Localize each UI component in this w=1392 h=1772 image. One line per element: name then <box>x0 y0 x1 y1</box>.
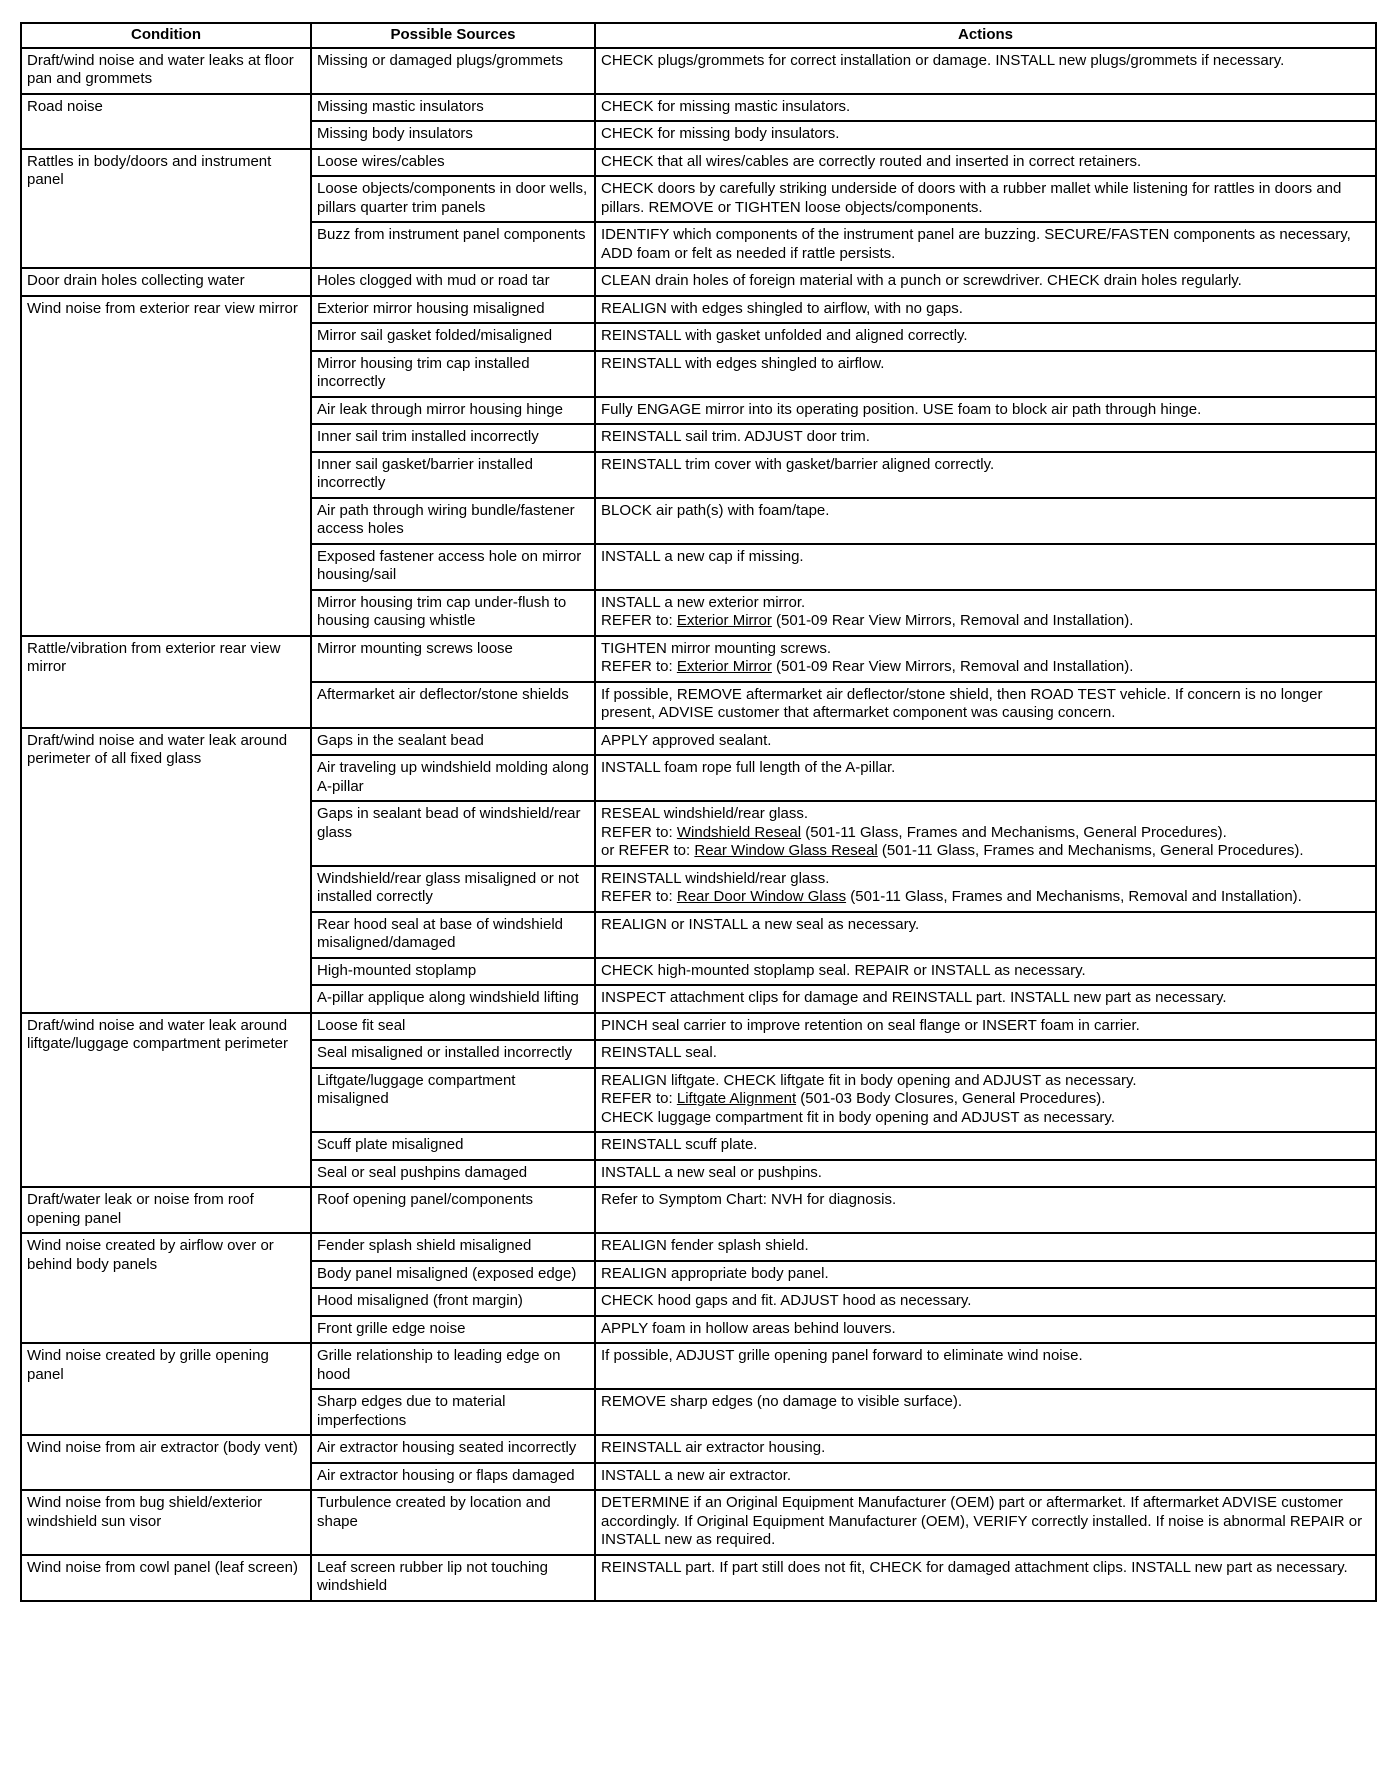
action-main: INSPECT attachment clips for damage and REINSTALL part. INSTALL new part as necessary. <box>601 989 1227 1006</box>
table-row <box>21 1555 1376 1601</box>
action-text <box>601 300 1370 319</box>
action-cell <box>595 1288 1376 1316</box>
table-row <box>21 1435 1376 1463</box>
action-text <box>601 640 1370 659</box>
condition-cell: Draft/wind noise and water leak around perimeter of all fixed glass <box>21 728 311 1013</box>
condition-cell: Wind noise from air extractor (body vent) <box>21 1435 311 1490</box>
source-cell: High-mounted stoplamp <box>311 958 595 986</box>
action-main: REALIGN or INSTALL a new seal as necessary. <box>601 915 920 933</box>
action-cell <box>595 544 1376 590</box>
action-text <box>601 355 1370 374</box>
reference-link[interactable]: Windshield Reseal <box>676 823 802 841</box>
action-cell <box>595 48 1376 94</box>
action-text <box>601 686 1370 723</box>
source-cell: Gaps in the sealant bead <box>311 728 595 756</box>
action-text <box>601 502 1370 521</box>
table-row <box>21 296 1376 324</box>
action-cell <box>595 94 1376 122</box>
reference-prefix: REFER to: <box>601 888 677 905</box>
action-text <box>601 1072 1370 1091</box>
reference-prefix: REFER to: <box>601 823 677 841</box>
action-main: CHECK hood gaps and fit. ADJUST hood as necessary. <box>601 1292 972 1309</box>
action-cell <box>595 912 1376 958</box>
source-cell: Roof opening panel/components <box>311 1187 595 1233</box>
source-cell: Missing or damaged plugs/grommets <box>311 48 595 94</box>
source-cell: Body panel misaligned (exposed edge) <box>311 1261 595 1289</box>
action-main: REINSTALL air extractor housing. <box>601 1439 826 1456</box>
action-main: REINSTALL sail trim. ADJUST door trim. <box>601 428 870 445</box>
condition-cell: Wind noise from exterior rear view mirror <box>21 296 311 636</box>
action-cell <box>595 958 1376 986</box>
action-text <box>601 272 1370 291</box>
action-cell <box>595 682 1376 728</box>
source-cell: Air path through wiring bundle/fastener access holes <box>311 498 595 544</box>
reference-link[interactable]: Rear Door Window Glass <box>676 888 847 905</box>
action-cell <box>595 149 1376 177</box>
source-cell: Rear hood seal at base of windshield misaligned/damaged <box>311 912 595 958</box>
action-text <box>601 962 1370 981</box>
action-main: BLOCK air path(s) with foam/tape. <box>601 501 830 519</box>
table-row <box>21 48 1376 94</box>
table-row <box>21 1187 1376 1233</box>
action-text <box>601 1136 1370 1155</box>
action-cell <box>595 397 1376 425</box>
action-text <box>601 1265 1370 1284</box>
action-cell <box>595 1068 1376 1133</box>
action-text <box>601 1393 1370 1412</box>
source-cell: Mirror housing trim cap installed incorrectly <box>311 351 595 397</box>
condition-cell: Wind noise from cowl panel (leaf screen) <box>21 1555 311 1601</box>
action-main: CHECK plugs/grommets for correct installation or damage. INSTALL new plugs/grommets if necessary. <box>601 51 1285 69</box>
reference-prefix: REFER to: <box>601 658 677 675</box>
action-text <box>601 1467 1370 1486</box>
reference-suffix: (501-03 Body Closures, General Procedures). <box>796 1090 1106 1107</box>
action-main: If possible, REMOVE aftermarket air deflector/stone shield, then ROAD TEST vehicle. If concern is no longer present, ADVISE customer that aftermarket component was causing concern. <box>601 685 1323 721</box>
source-cell: Loose objects/components in door wells, pillars quarter trim panels <box>311 176 595 222</box>
action-cell <box>595 1040 1376 1068</box>
source-cell: A-pillar applique along windshield lifting <box>311 985 595 1013</box>
action-followup: CHECK luggage compartment fit in body opening and ADJUST as necessary. <box>601 1108 1115 1126</box>
table-row <box>21 728 1376 756</box>
source-cell: Front grille edge noise <box>311 1316 595 1344</box>
action-cell <box>595 1435 1376 1463</box>
table-row <box>21 1013 1376 1041</box>
source-cell: Mirror sail gasket folded/misaligned <box>311 323 595 351</box>
action-text <box>601 1347 1370 1366</box>
reference-link[interactable]: Exterior Mirror <box>676 658 772 675</box>
action-cell <box>595 590 1376 636</box>
action-main: Fully ENGAGE mirror into its operating position. USE foam to block air path through hinge. <box>601 400 1202 418</box>
action-main: INSTALL a new seal or pushpins. <box>601 1163 822 1181</box>
action-cell <box>595 323 1376 351</box>
action-main: REINSTALL part. If part still does not fit, CHECK for damaged attachment clips. INSTALL new part as necessary. <box>601 1558 1348 1576</box>
action-text <box>601 226 1370 263</box>
action-main: CHECK high-mounted stoplamp seal. REPAIR or INSTALL as necessary. <box>601 961 1086 979</box>
reference-line <box>601 824 1370 843</box>
action-main: INSTALL a new cap if missing. <box>601 547 804 565</box>
reference-line <box>601 888 1370 907</box>
action-cell <box>595 728 1376 756</box>
action-text <box>601 125 1370 144</box>
action-cell <box>595 755 1376 801</box>
action-cell <box>595 1463 1376 1491</box>
action-main: REINSTALL with edges shingled to airflow. <box>601 354 885 372</box>
source-cell: Seal or seal pushpins damaged <box>311 1160 595 1188</box>
source-cell: Holes clogged with mud or road tar <box>311 268 595 296</box>
source-cell: Air traveling up windshield molding along A-pillar <box>311 755 595 801</box>
action-cell <box>595 1187 1376 1233</box>
action-text <box>601 1044 1370 1063</box>
table-row <box>21 1490 1376 1555</box>
reference-line <box>601 842 1370 861</box>
action-cell <box>595 1555 1376 1601</box>
table-row <box>21 149 1376 177</box>
action-main: PINCH seal carrier to improve retention on seal flange or INSERT foam in carrier. <box>601 1016 1140 1034</box>
action-main: REALIGN fender splash shield. <box>601 1237 809 1254</box>
action-text <box>601 401 1370 420</box>
reference-link[interactable]: Exterior Mirror <box>676 612 772 629</box>
action-cell <box>595 222 1376 268</box>
action-text <box>601 52 1370 71</box>
source-cell: Exposed fastener access hole on mirror housing/sail <box>311 544 595 590</box>
action-cell <box>595 176 1376 222</box>
diagnosis-table <box>20 22 1377 1602</box>
source-cell: Scuff plate misaligned <box>311 1132 595 1160</box>
action-main: INSTALL a new exterior mirror. <box>601 593 806 611</box>
action-cell <box>595 801 1376 866</box>
table-row <box>21 268 1376 296</box>
condition-cell: Draft/water leak or noise from roof opening panel <box>21 1187 311 1233</box>
action-cell <box>595 268 1376 296</box>
action-cell <box>595 1343 1376 1389</box>
source-cell: Loose wires/cables <box>311 149 595 177</box>
action-text <box>601 732 1370 751</box>
table-body <box>21 48 1376 1601</box>
reference-prefix: REFER to: <box>601 1090 677 1107</box>
condition-cell: Rattle/vibration from exterior rear view mirror <box>21 636 311 728</box>
action-main: REMOVE sharp edges (no damage to visible surface). <box>601 1393 963 1410</box>
action-main: CHECK for missing mastic insulators. <box>601 97 851 115</box>
action-main: REALIGN liftgate. CHECK liftgate fit in body opening and ADJUST as necessary. <box>601 1071 1137 1089</box>
action-main: REINSTALL scuff plate. <box>601 1136 758 1153</box>
source-cell: Loose fit seal <box>311 1013 595 1041</box>
source-cell: Gaps in sealant bead of windshield/rear glass <box>311 801 595 866</box>
action-cell <box>595 1013 1376 1041</box>
action-main: REALIGN with edges shingled to airflow, with no gaps. <box>601 299 963 317</box>
reference-link[interactable]: Liftgate Alignment <box>676 1090 797 1107</box>
condition-cell: Door drain holes collecting water <box>21 268 311 296</box>
action-text <box>601 548 1370 567</box>
reference-prefix: REFER to: <box>601 612 677 629</box>
condition-cell: Wind noise from bug shield/exterior windshield sun visor <box>21 1490 311 1555</box>
source-cell: Air leak through mirror housing hinge <box>311 397 595 425</box>
action-main: Refer to Symptom Chart: NVH for diagnosis. <box>601 1191 897 1208</box>
source-cell: Mirror mounting screws loose <box>311 636 595 682</box>
source-cell: Missing mastic insulators <box>311 94 595 122</box>
action-main: CLEAN drain holes of foreign material with a punch or screwdriver. CHECK drain holes regularly. <box>601 272 1242 289</box>
action-cell <box>595 351 1376 397</box>
table-row <box>21 94 1376 122</box>
action-main: If possible, ADJUST grille opening panel forward to eliminate wind noise. <box>601 1347 1083 1364</box>
action-cell <box>595 866 1376 912</box>
source-cell: Inner sail gasket/barrier installed incorrectly <box>311 452 595 498</box>
action-text <box>601 98 1370 117</box>
action-cell <box>595 1132 1376 1160</box>
action-text <box>601 428 1370 447</box>
action-cell <box>595 424 1376 452</box>
action-main: REINSTALL with gasket unfolded and aligned correctly. <box>601 327 968 344</box>
action-main: CHECK for missing body insulators. <box>601 125 840 142</box>
action-text <box>601 327 1370 346</box>
condition-cell: Road noise <box>21 94 311 149</box>
action-main: IDENTIFY which components of the instrument panel are buzzing. SECURE/FASTEN components as necessary, ADD foam or felt as needed if rattle persists. <box>601 226 1351 262</box>
action-text <box>601 759 1370 778</box>
action-main: CHECK that all wires/cables are correctly routed and inserted in correct retainers. <box>601 152 1142 170</box>
action-text <box>601 870 1370 889</box>
action-main: REINSTALL seal. <box>601 1044 717 1061</box>
action-main: INSTALL a new air extractor. <box>601 1466 792 1484</box>
action-text <box>601 1494 1370 1550</box>
reference-prefix: or REFER to: <box>601 842 695 859</box>
reference-suffix: (501-11 Glass, Frames and Mechanisms, General Procedures). <box>877 842 1304 859</box>
action-main: APPLY foam in hollow areas behind louvers. <box>601 1319 896 1337</box>
action-main: DETERMINE if an Original Equipment Manufacturer (OEM) part or aftermarket. If aftermarket ADVISE customer accordingly. If Original Equipment Manufacturer (OEM), VERIFY correctly installed. If noise is abnormal REPAIR or INSTALL new as required. <box>601 1494 1363 1548</box>
action-main: CHECK doors by carefully striking underside of doors with a rubber mallet while listening for rattles in doors and pillars. REMOVE or TIGHTEN loose objects/components. <box>601 180 1342 216</box>
action-cell <box>595 1389 1376 1435</box>
action-cell <box>595 985 1376 1013</box>
action-cell <box>595 1490 1376 1555</box>
action-cell <box>595 498 1376 544</box>
header-row <box>21 23 1376 48</box>
action-cell <box>595 1233 1376 1261</box>
source-cell: Windshield/rear glass misaligned or not installed correctly <box>311 866 595 912</box>
action-cell <box>595 296 1376 324</box>
condition-cell: Draft/wind noise and water leaks at floor pan and grommets <box>21 48 311 94</box>
table-row <box>21 636 1376 682</box>
action-text <box>601 1292 1370 1311</box>
source-cell: Air extractor housing seated incorrectly <box>311 1435 595 1463</box>
reference-line <box>601 658 1370 677</box>
source-cell: Seal misaligned or installed incorrectly <box>311 1040 595 1068</box>
action-text <box>601 1237 1370 1256</box>
action-cell <box>595 452 1376 498</box>
action-text <box>601 1320 1370 1339</box>
action-cell <box>595 121 1376 149</box>
source-cell: Grille relationship to leading edge on hood <box>311 1343 595 1389</box>
source-cell: Hood misaligned (front margin) <box>311 1288 595 1316</box>
source-cell: Mirror housing trim cap under-flush to housing causing whistle <box>311 590 595 636</box>
table-row <box>21 1343 1376 1389</box>
action-main: REINSTALL windshield/rear glass. <box>601 869 830 887</box>
action-cell <box>595 1261 1376 1289</box>
reference-suffix: (501-09 Rear View Mirrors, Removal and Installation). <box>771 612 1134 629</box>
source-cell: Turbulence created by location and shape <box>311 1490 595 1555</box>
action-text <box>601 1164 1370 1183</box>
action-main: REALIGN appropriate body panel. <box>601 1264 829 1282</box>
action-text <box>601 153 1370 172</box>
action-text <box>601 1017 1370 1036</box>
condition-cell: Wind noise created by airflow over or behind body panels <box>21 1233 311 1343</box>
action-cell <box>595 636 1376 682</box>
reference-line <box>601 1090 1370 1109</box>
source-cell: Fender splash shield misaligned <box>311 1233 595 1261</box>
action-main: INSTALL foam rope full length of the A-pillar. <box>601 759 896 776</box>
action-text <box>601 989 1370 1008</box>
action-text <box>601 1191 1370 1210</box>
action-cell <box>595 1160 1376 1188</box>
action-main: TIGHTEN mirror mounting screws. <box>601 639 832 657</box>
source-cell: Liftgate/luggage compartment misaligned <box>311 1068 595 1133</box>
action-text <box>601 456 1370 475</box>
header-condition: Condition <box>21 23 311 48</box>
source-cell: Missing body insulators <box>311 121 595 149</box>
header-actions: Actions <box>595 23 1376 48</box>
reference-suffix: (501-11 Glass, Frames and Mechanisms, Removal and Installation). <box>846 888 1302 905</box>
source-cell: Exterior mirror housing misaligned <box>311 296 595 324</box>
header-sources: Possible Sources <box>311 23 595 48</box>
action-main: REINSTALL trim cover with gasket/barrier aligned correctly. <box>601 455 995 473</box>
table-row <box>21 1233 1376 1261</box>
condition-cell: Wind noise created by grille opening panel <box>21 1343 311 1435</box>
action-main: RESEAL windshield/rear glass. <box>601 805 809 822</box>
source-cell: Sharp edges due to material imperfections <box>311 1389 595 1435</box>
action-text <box>601 916 1370 935</box>
reference-suffix: (501-11 Glass, Frames and Mechanisms, General Procedures). <box>801 823 1227 841</box>
source-cell: Aftermarket air deflector/stone shields <box>311 682 595 728</box>
source-cell: Inner sail trim installed incorrectly <box>311 424 595 452</box>
source-cell: Buzz from instrument panel components <box>311 222 595 268</box>
source-cell: Air extractor housing or flaps damaged <box>311 1463 595 1491</box>
condition-cell: Rattles in body/doors and instrument panel <box>21 149 311 269</box>
action-text <box>601 1559 1370 1578</box>
action-text <box>601 1439 1370 1458</box>
action-text <box>601 180 1370 217</box>
action-text <box>601 594 1370 613</box>
condition-cell: Draft/wind noise and water leak around liftgate/luggage compartment perimeter <box>21 1013 311 1188</box>
action-cell <box>595 1316 1376 1344</box>
reference-link[interactable]: Rear Window Glass Reseal <box>694 842 878 859</box>
action-text <box>601 805 1370 824</box>
reference-suffix: (501-09 Rear View Mirrors, Removal and Installation). <box>771 658 1134 675</box>
reference-line <box>601 612 1370 631</box>
action-main: APPLY approved sealant. <box>601 731 772 749</box>
source-cell: Leaf screen rubber lip not touching windshield <box>311 1555 595 1601</box>
